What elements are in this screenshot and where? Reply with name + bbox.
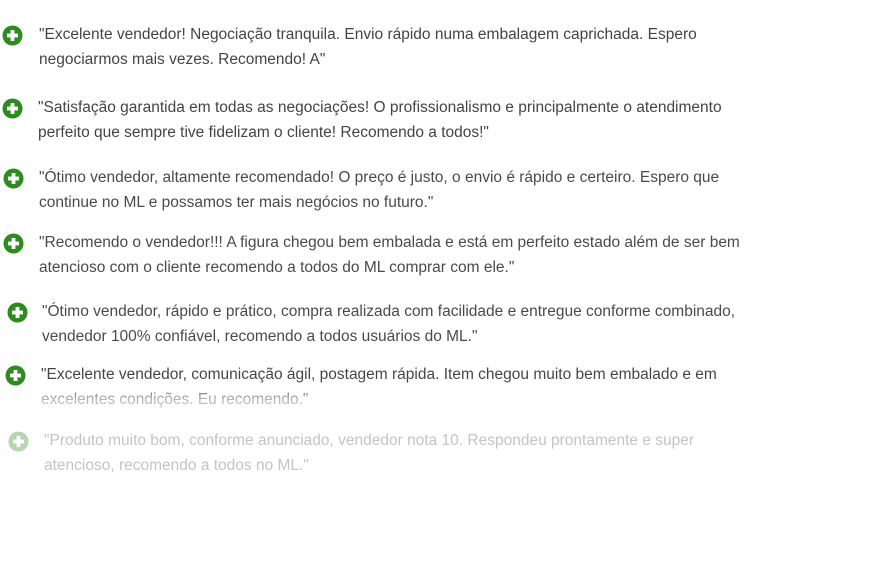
review-text: "Produto muito bom, conforme anunciado, vendedor nota 10. Respondeu prontamente e super atencioso, recomendo a todos no ML." bbox=[44, 432, 695, 474]
review-text: "Ótimo vendedor, altamente recomendado! O preço é justo, o envio é rápido e certeiro. Espero que continue no ML e possamos ter mais negócios no futuro." bbox=[39, 169, 720, 211]
plus-circle-icon bbox=[8, 431, 29, 452]
plus-circle-icon bbox=[7, 302, 28, 323]
review-text: "Ótimo vendedor, rápido e prático, compra realizada com facilidade e entregue conforme combinado, vendedor 100% confiável, recomendo a todos usuários do ML." bbox=[42, 303, 736, 345]
review-text: "Excelente vendedor, comunicação ágil, postagem rápida. Item chegou muito bem embalado e em excelentes condições. Eu recomendo." bbox=[41, 362, 761, 412]
plus-circle-icon bbox=[3, 233, 24, 254]
plus-circle-icon bbox=[3, 168, 24, 189]
review-text: "Satisfação garantida em todas as negociações! O profissionalismo e principalmente o atendimento perfeito que sempre tive fidelizam o cliente! Recomendo a todos!" bbox=[38, 99, 722, 141]
plus-circle-icon bbox=[2, 98, 23, 119]
plus-circle-icon bbox=[2, 25, 23, 46]
review-text: "Excelente vendedor! Negociação tranquila. Envio rápido numa embalagem caprichada. Espero negociarmos mais vezes. Recomendo! A" bbox=[39, 26, 697, 68]
plus-circle-icon bbox=[5, 365, 26, 386]
review-text: "Recomendo o vendedor!!! A figura chegou bem embalada e está em perfeito estado além de ser bem atencioso com o cliente recomendo a todos do ML comprar com ele." bbox=[39, 234, 740, 276]
